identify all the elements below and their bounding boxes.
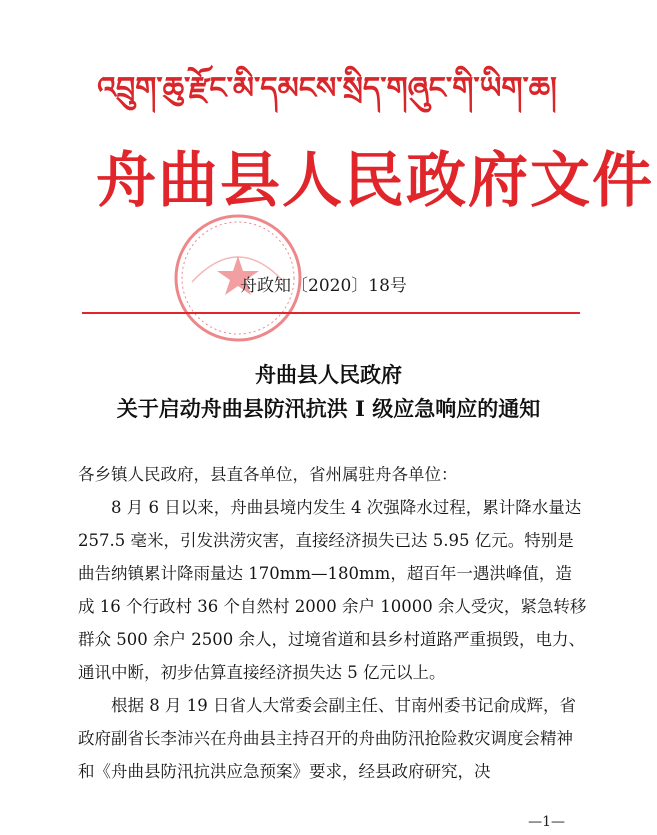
heading-subject: 关于启动舟曲县防汛抗洪 I 级应急响应的通知 xyxy=(116,396,541,421)
body-paragraph: 8 月 6 日以来，舟曲县境内发生 4 次强降水过程，累计降水量达 257.5 毫米，引发洪涝灾害，直接经济损失已达 5.95 亿元。特别是曲告纳镇累计降雨量达 170mm—180mm，超百年一遇洪峰值，造成 16 个行政村 36 个自然村 2000 余户 10000 余人受灾，紧急转移群众 500 余户 2500 余人，过境省道和县乡村道路严重损毁，电力、通讯中断，初步估算直接经济损失达 5 亿元以上。 xyxy=(78,498,587,682)
tibetan-header: འབྲུག་ཆུ་རྫོང་མི་དམངས་སྲིད་གཞུང་གི་ཡིག་ཆ། xyxy=(97,71,557,106)
salutation: 各乡镇人民政府，县直各单位，省州属驻舟各单位： xyxy=(78,465,458,484)
document-number: 舟政知〔2020〕18号 xyxy=(240,276,407,296)
document-title: 舟曲县人民政府文件 xyxy=(96,146,654,216)
page-number: —1— xyxy=(528,814,565,830)
red-divider-line xyxy=(82,312,580,314)
body-paragraph: 根据 8 月 19 日省人大常委会副主任、甘南州委书记俞成辉，省政府副省长李沛兴在舟曲县主持召开的舟曲防汛抢险救灾调度会精神和《舟曲县防汛抗洪应急预案》要求，经县政府研究，决 xyxy=(78,696,576,781)
heading-issuer: 舟曲县人民政府 xyxy=(255,362,402,387)
